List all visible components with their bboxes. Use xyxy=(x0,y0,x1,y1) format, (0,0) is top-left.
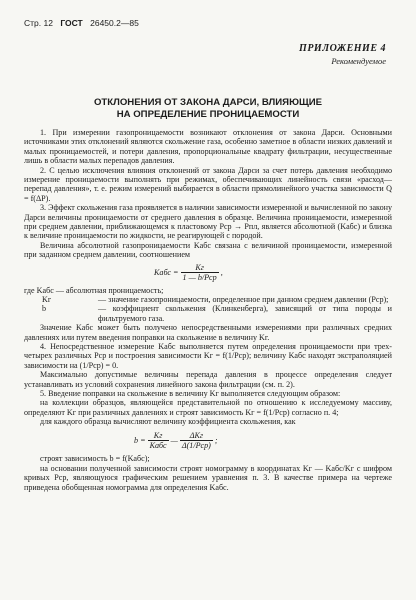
paragraph-3: 3. Эффект скольжения газа проявляется в наличии зависимости измеренной и вычисленной по закону Дарси величины проницаемости от среднего давления в образце. Величина проницаемости, измеренной при среднем давлении, приближающемся к пластовому Pср → Pпл, является абсолютной (Kабс) и близка к величине проницаемости по жидкости, не реагирующей с породой. xyxy=(24,203,392,241)
definition-text: — коэффициент скольжения (Клинкенберга), зависящий от типа породы и фильтруемого газа. xyxy=(98,304,392,323)
formula2-fraction-1 xyxy=(148,431,169,451)
formula2-den-1: Kабс xyxy=(149,441,167,450)
formula-lhs: Kабс = xyxy=(154,267,179,277)
formula-tail: , xyxy=(220,267,223,277)
page-number: Стр. 12 xyxy=(24,18,53,28)
paragraph-8: на коллекции образцов, являющейся представительной по отношению к исследуемому массиву, определяют Kг при различных давлениях и строят зависимость Kг = f(1/Pср) согласно п. 4; xyxy=(24,398,392,417)
paragraph-1: 1. При измерении газопроницаемости возникают отклонения от закона Дарси. Основными источниками этих отклонений являются скольжение газа, особенно заметное в области низких давлений и малых проницаемостей, и потери давления, пропорциональные квадрату фильтрации, несущественные лишь в области малых перепадов давления. xyxy=(24,128,392,166)
formula-numerator: Kг xyxy=(181,263,219,273)
section-title xyxy=(0,97,416,121)
title-line-2: НА ОПРЕДЕЛЕНИЕ ПРОНИЦАЕМОСТИ xyxy=(116,109,300,120)
paragraph-6: Максимально допустимые величины перепада давления в процессе определения следует устанавливать из условий сохранения линейного закона фильтрации (см. п. 2). xyxy=(24,370,392,389)
formula-slip-coefficient xyxy=(134,431,392,451)
appendix-block xyxy=(299,43,386,66)
paragraph-11: на основании полученной зависимости строят номограмму в координатах Kг — Kабс/Kг с шифром кривых Pср, являющуюся графическим решением уравнения п. 3. В качестве примера на чертеже приведена обобщенная номограмма для определения Kабс. xyxy=(24,463,392,492)
definition-row xyxy=(24,304,392,323)
title-line-1: ОТКЛОНЕНИЯ ОТ ЗАКОНА ДАРСИ, ВЛИЯЮЩИЕ xyxy=(93,97,323,108)
page-header xyxy=(24,18,144,28)
formula-fraction xyxy=(181,263,219,283)
paragraph-7: 5. Введение поправки на скольжение в величину Kг выполняется следующим образом: xyxy=(40,388,341,398)
formula2-num-2: ΔKг xyxy=(180,431,213,441)
formula2-den-2: Δ(1/Pср) xyxy=(181,441,211,450)
formula-kabs xyxy=(154,263,392,283)
formula2-fraction-2 xyxy=(180,431,213,451)
formula2-tail: ; xyxy=(214,435,218,445)
formula2-num-1: Kг xyxy=(148,431,169,441)
formula-denominator: 1 — b/Pср xyxy=(182,273,217,283)
paragraph-4: Значение Kабс может быть получено непосредственными измерениями при различных средних давлениях или путем введения поправки на скольжение в величину Kг. xyxy=(24,323,392,342)
paragraph-5: 4. Непосредственное измерение Kабс выполняется путем определения проницаемости при трех-четырех различных Pср и построения зависимости Kг = f(1/Pср); величину Kабс находят экстраполяцией зависимости на (1/Pср) = 0. xyxy=(24,341,392,370)
definitions-list xyxy=(24,295,392,323)
formula2-lhs: b = xyxy=(134,435,146,445)
paragraph-10: строят зависимость b = f(Kабс); xyxy=(40,454,150,464)
definition-text: — значение газопроницаемости, определенное при данном среднем давлении (Pср); xyxy=(98,294,389,304)
standard-number: 26450.2—85 xyxy=(90,18,139,28)
paragraph-3b: Величина абсолютной газопроницаемости Kабс связана с величиной проницаемости, измеренной при заданном среднем давлении, соотношением xyxy=(24,240,392,260)
appendix-title: ПРИЛОЖЕНИЕ 4 xyxy=(299,43,386,54)
definition-row xyxy=(24,295,392,304)
definition-symbol: Kг xyxy=(42,294,52,304)
formula2-minus: — xyxy=(170,435,178,445)
paragraph-2: 2. С целью исключения влияния отклонений от закона Дарси за счет потерь давления необходимо измерение проницаемости выполнять при режимах, обеспечивающих линейность связи «расход—перепад давления», т. е. режим измерений выбирается в области прямолинейного участка зависимости Q = f(ΔP). xyxy=(24,165,392,203)
document-body xyxy=(24,128,392,492)
standard-label: ГОСТ xyxy=(60,18,83,28)
paragraph-9: для каждого образца вычисляют величину коэффициента скольжения, как xyxy=(40,417,296,427)
appendix-subtitle: Рекомендуемое xyxy=(331,56,386,66)
where-line: где Kабс — абсолютная проницаемость; xyxy=(24,285,164,295)
definition-symbol: b xyxy=(42,304,47,314)
